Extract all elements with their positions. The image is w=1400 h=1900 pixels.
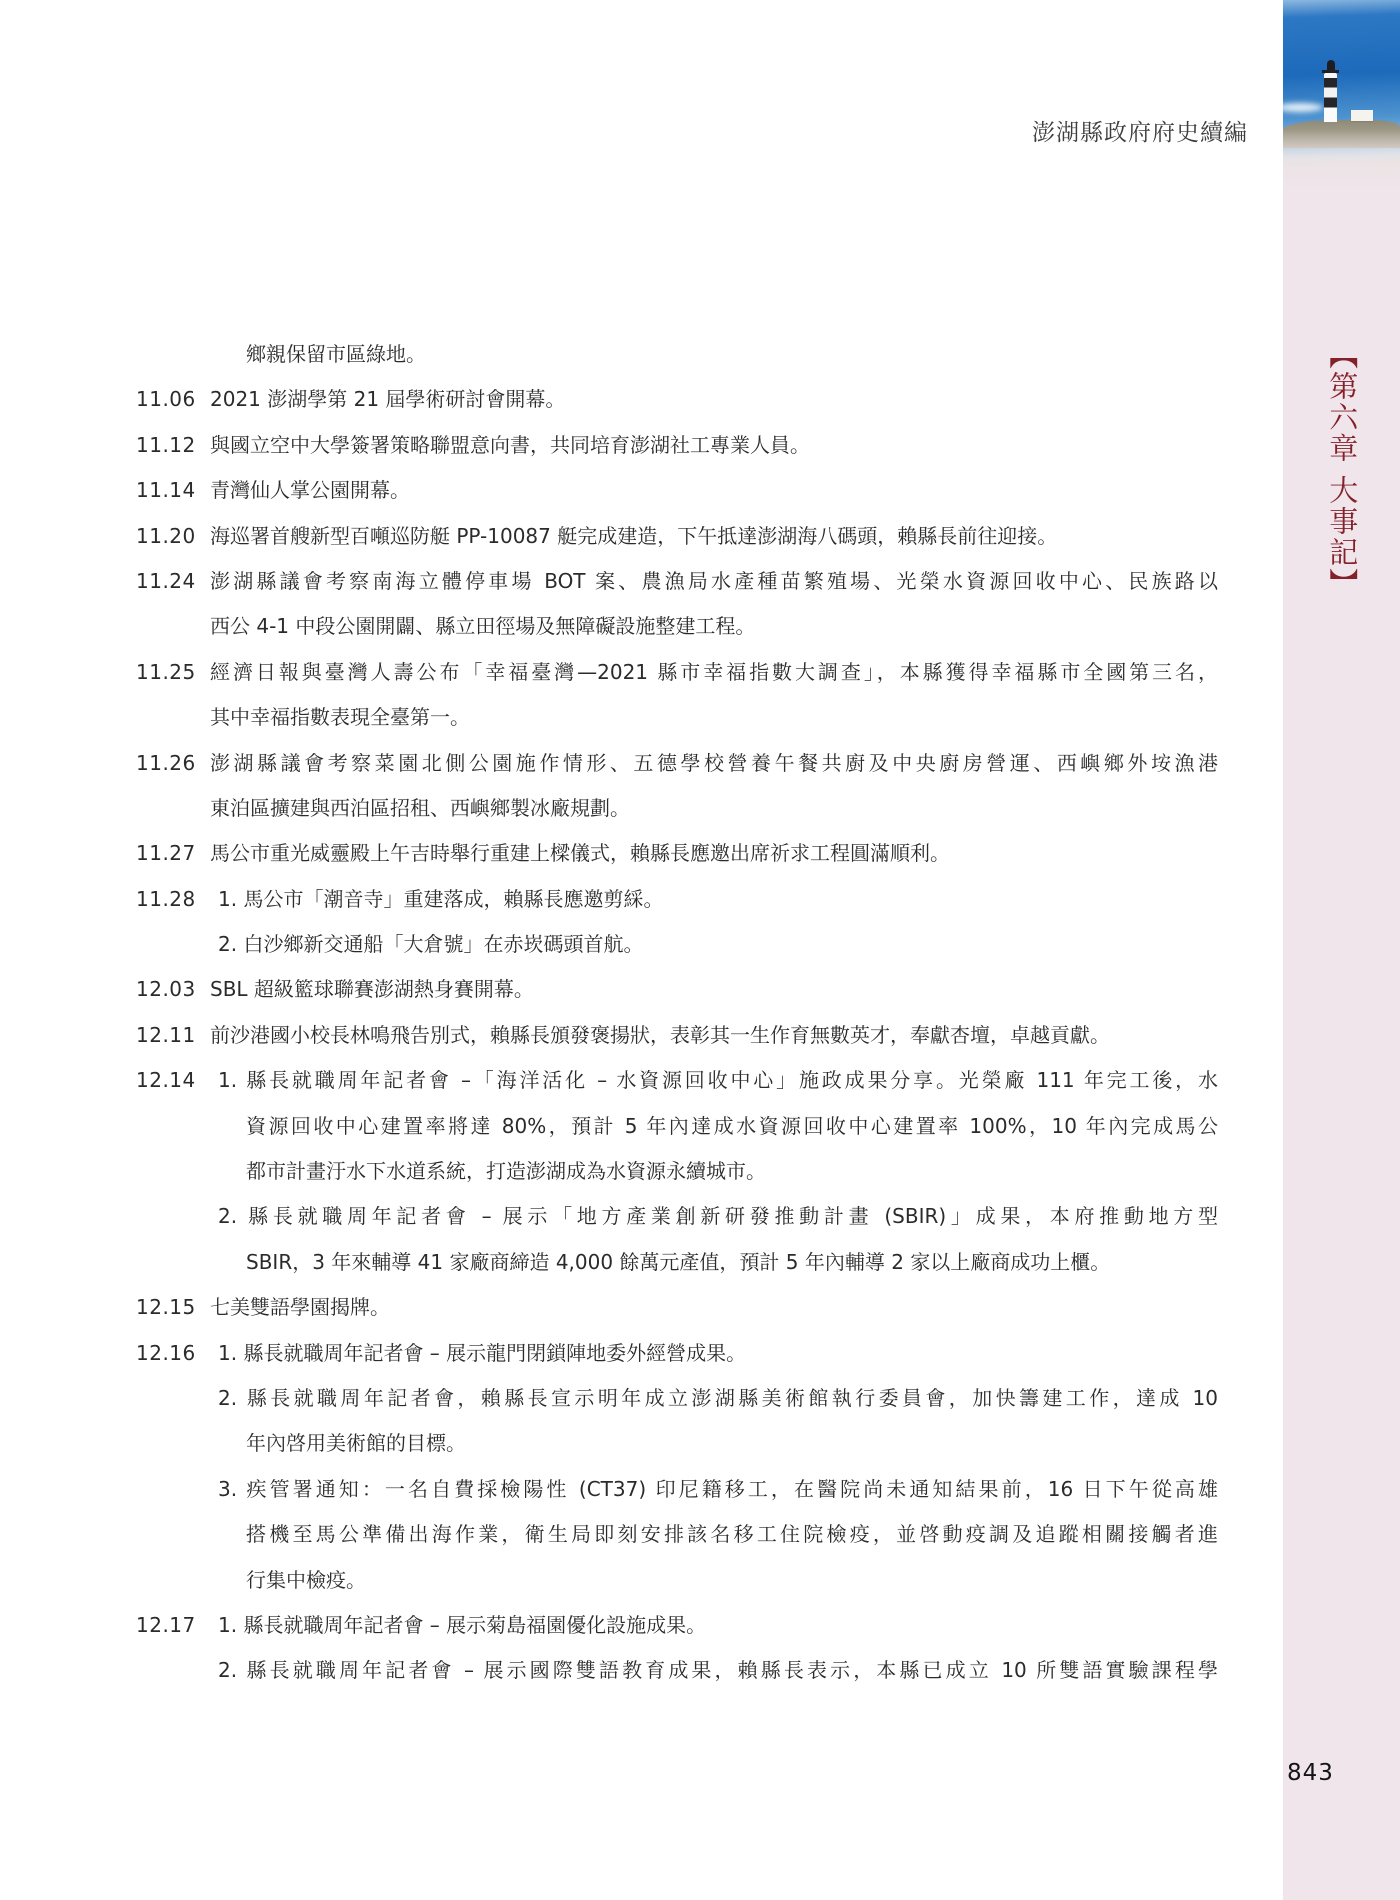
entry-text: SBL 超級籃球聯賽澎湖熱身賽開幕。 bbox=[210, 977, 534, 1002]
entry-date: 11.25 bbox=[136, 659, 196, 684]
entry-text: 搭機至馬公準備出海作業，衛生局即刻安排該名移工住院檢疫，並啓動疫調及追蹤相關接觸者進 bbox=[246, 1522, 1218, 1547]
entry-line bbox=[136, 1421, 1218, 1466]
entry-text: 2. 白沙鄉新交通船「大倉號」在赤崁碼頭首航。 bbox=[218, 932, 644, 957]
entry-line bbox=[136, 1558, 1218, 1603]
entry-date: 12.14 bbox=[136, 1068, 196, 1093]
entry-line bbox=[136, 332, 1218, 377]
entry-text: 馬公市重光威靈殿上午吉時舉行重建上樑儀式，賴縣長應邀出席祈求工程圓滿順利。 bbox=[210, 841, 950, 866]
entry-text: 鄉親保留市區綠地。 bbox=[246, 342, 426, 366]
entry-date: 11.24 bbox=[136, 568, 196, 593]
entry-line bbox=[136, 877, 1218, 922]
entry-text: 西公 4-1 中段公園開闢、縣立田徑場及無障礙設施整建工程。 bbox=[210, 614, 756, 639]
entry-text: 海巡署首艘新型百噸巡防艇 PP-10087 艇完成建造，下午抵達澎湖海八碼頭，賴縣長前往迎接。 bbox=[210, 523, 1058, 548]
entry-text: 都市計畫汙水下水道系統，打造澎湖成為水資源永續城市。 bbox=[246, 1159, 766, 1184]
entry-line bbox=[136, 831, 1218, 876]
entry-date: 12.16 bbox=[136, 1340, 196, 1365]
entry-text: 1. 縣長就職周年記者會 –「海洋活化 – 水資源回收中心」施政成果分享。光榮廠 111 年完工後，水 bbox=[218, 1068, 1218, 1093]
entry-date: 12.03 bbox=[136, 977, 196, 1002]
chapter-label: 【第六章 大事記】 bbox=[1325, 340, 1360, 600]
entry-line bbox=[136, 1603, 1218, 1648]
entry-line bbox=[136, 650, 1218, 695]
entry-text: 1. 縣長就職周年記者會 – 展示龍門閉鎖陣地委外經營成果。 bbox=[218, 1340, 747, 1365]
entry-line bbox=[136, 377, 1218, 422]
sidebar bbox=[1283, 0, 1400, 1900]
entry-date: 12.11 bbox=[136, 1022, 196, 1047]
entry-line bbox=[136, 922, 1218, 967]
entry-line bbox=[136, 1058, 1218, 1103]
entries-list bbox=[136, 332, 1218, 1694]
entry-line bbox=[136, 1285, 1218, 1330]
entry-text: 2. 縣長就職周年記者會，賴縣長宣示明年成立澎湖縣美術館執行委員會，加快籌建工作，達成 10 bbox=[218, 1385, 1218, 1410]
entry-date: 11.27 bbox=[136, 841, 196, 866]
lighthouse-tower bbox=[1324, 73, 1337, 122]
entry-text: 資源回收中心建置率將達 80%，預計 5 年內達成水資源回收中心建置率 100%，10 年內完成馬公 bbox=[246, 1113, 1218, 1138]
cloud-shape bbox=[1283, 103, 1323, 112]
entry-date: 11.06 bbox=[136, 387, 196, 412]
entry-line bbox=[136, 423, 1218, 468]
entry-line bbox=[136, 1376, 1218, 1421]
keeper-house-shape bbox=[1351, 110, 1373, 121]
entry-text: 其中幸福指數表現全臺第一。 bbox=[210, 705, 470, 730]
entry-text: 澎湖縣議會考察南海立體停車場 BOT 案、農漁局水產種苗繁殖場、光榮水資源回收中心、民族路以 bbox=[210, 568, 1218, 593]
entry-line bbox=[136, 1194, 1218, 1239]
entry-text: 澎湖縣議會考察菜園北側公園施作情形、五德學校營養午餐共廚及中央廚房營運、西嶼鄉外垵漁港 bbox=[210, 750, 1218, 775]
entry-text: SBIR，3 年來輔導 41 家廠商締造 4,000 餘萬元產值，預計 5 年內輔導 2 家以上廠商成功上櫃。 bbox=[246, 1249, 1111, 1274]
entry-line bbox=[136, 1104, 1218, 1149]
entry-date: 11.26 bbox=[136, 750, 196, 775]
entry-line bbox=[136, 741, 1218, 786]
entry-line bbox=[136, 604, 1218, 649]
entry-line bbox=[136, 1648, 1218, 1693]
entry-line bbox=[136, 786, 1218, 831]
entry-date: 11.14 bbox=[136, 478, 196, 503]
entry-text: 與國立空中大學簽署策略聯盟意向書，共同培育澎湖社工專業人員。 bbox=[210, 432, 810, 457]
entry-text: 3. 疾管署通知：一名自費採檢陽性 (CT37) 印尼籍移工，在醫院尚未通知結果前，16 日下午從高雄 bbox=[218, 1476, 1218, 1501]
entry-line bbox=[136, 967, 1218, 1012]
entry-text: 青灣仙人掌公園開幕。 bbox=[210, 478, 410, 503]
lighthouse-image bbox=[1283, 0, 1400, 195]
entry-text: 七美雙語學園揭牌。 bbox=[210, 1295, 390, 1320]
mist-fade bbox=[1283, 130, 1400, 195]
entry-line bbox=[136, 695, 1218, 740]
entry-line bbox=[136, 514, 1218, 559]
entry-text: 2021 澎湖學第 21 屆學術研討會開幕。 bbox=[210, 387, 566, 412]
entry-date: 11.28 bbox=[136, 886, 196, 911]
entry-text: 2. 縣長就職周年記者會 – 展示國際雙語教育成果，賴縣長表示，本縣已成立 10 所雙語實驗課程學 bbox=[218, 1658, 1218, 1683]
entry-line bbox=[136, 1013, 1218, 1058]
page-title: 澎湖縣政府府史續編 bbox=[1032, 120, 1248, 146]
entry-line bbox=[136, 468, 1218, 513]
page-number: 843 bbox=[1287, 1760, 1334, 1786]
entry-line bbox=[136, 559, 1218, 604]
entry-date: 11.20 bbox=[136, 523, 196, 548]
entry-text: 1. 馬公市「潮音寺」重建落成，賴縣長應邀剪綵。 bbox=[218, 886, 664, 911]
entry-line bbox=[136, 1467, 1218, 1512]
entry-text: 年內啓用美術館的目標。 bbox=[246, 1431, 466, 1456]
entry-line bbox=[136, 1331, 1218, 1376]
entry-line bbox=[136, 1149, 1218, 1194]
entry-line bbox=[136, 1240, 1218, 1285]
entry-date: 11.12 bbox=[136, 432, 196, 457]
entry-text: 前沙港國小校長林鳴飛告別式，賴縣長頒發褒揚狀，表彰其一生作育無數英才，奉獻杏壇，卓越貢獻。 bbox=[210, 1022, 1110, 1047]
entry-text: 1. 縣長就職周年記者會 – 展示菊島福園優化設施成果。 bbox=[218, 1612, 707, 1637]
entry-text: 經濟日報與臺灣人壽公布「幸福臺灣—2021 縣市幸福指數大調查」，本縣獲得幸福縣市全國第三名， bbox=[210, 659, 1218, 684]
entry-text: 東泊區擴建與西泊區招租、西嶼鄉製冰廠規劃。 bbox=[210, 795, 630, 820]
entry-text: 行集中檢疫。 bbox=[246, 1567, 366, 1592]
entry-line bbox=[136, 1512, 1218, 1557]
entry-text: 2. 縣長就職周年記者會 – 展示「地方產業創新研發推動計畫 (SBIR)」成果，本府推動地方型 bbox=[218, 1204, 1218, 1229]
entry-date: 12.17 bbox=[136, 1612, 196, 1637]
entry-date: 12.15 bbox=[136, 1295, 196, 1320]
